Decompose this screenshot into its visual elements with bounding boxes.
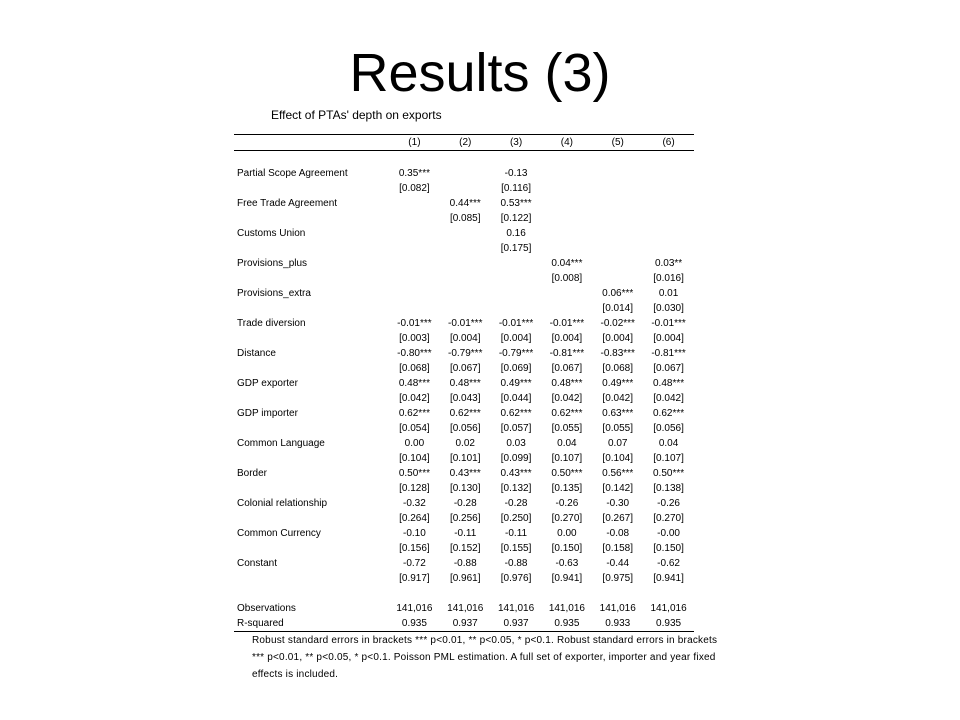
std-error-cell: [0.055] (551, 423, 583, 434)
coefficient-cell (389, 226, 440, 241)
std-error-cell: [0.135] (551, 483, 583, 494)
coefficient-cell: -0.62 (657, 558, 680, 569)
coefficient-cell (592, 226, 643, 241)
coefficient-cell: -0.01*** (651, 318, 686, 329)
coefficient-cell: -0.02*** (600, 318, 635, 329)
coefficient-cell: -0.79*** (498, 348, 534, 359)
std-error-cell: [0.004] (500, 333, 532, 344)
coefficient-cell: 0.44*** (449, 198, 481, 209)
coefficient-cell: -0.81*** (549, 348, 585, 359)
std-error-cell (389, 271, 440, 286)
std-error-cell: [0.128] (399, 483, 430, 494)
note-line: *** p<0.01, ** p<0.05, * p<0.1. Poisson PML estimation. A full set of exporter, importer and year fixed (252, 652, 716, 663)
std-error-cell: [0.014] (602, 303, 634, 314)
note-line: Robust standard errors in brackets *** p<0.01, ** p<0.05, * p<0.1. Robust standard errors in brackets (252, 635, 718, 646)
std-error-cell: [0.104] (602, 453, 634, 464)
std-error-cell: [0.003] (399, 333, 430, 344)
coefficient-cell: 0.49*** (500, 378, 532, 389)
std-error-row (234, 481, 694, 496)
coefficient-cell: -0.01*** (448, 318, 483, 329)
std-error-cell (389, 211, 440, 226)
stat-row (234, 601, 694, 616)
variable-label: Colonial relationship (237, 498, 328, 509)
std-error-cell (541, 301, 592, 316)
std-error-cell: [0.056] (653, 423, 684, 434)
coefficient-cell: 0.62*** (449, 408, 481, 419)
std-error-cell: [0.150] (653, 543, 684, 554)
coefficient-cell: -0.08 (606, 528, 630, 539)
coefficient-row (234, 526, 694, 541)
coefficient-cell (491, 286, 542, 301)
std-error-cell: [0.085] (449, 213, 481, 224)
std-error-cell: [0.138] (653, 483, 684, 494)
coefficient-cell: 0.48*** (398, 378, 430, 389)
std-error-cell: [0.270] (653, 513, 684, 524)
std-error-cell: [0.101] (449, 453, 481, 464)
variable-label: Free Trade Agreement (237, 198, 338, 209)
coefficient-row (234, 466, 694, 481)
std-error-cell: [0.042] (602, 393, 634, 404)
spacer-row (234, 151, 694, 167)
std-error-row (234, 511, 694, 526)
std-error-cell: [0.264] (399, 513, 430, 524)
coefficient-cell: 0.04 (557, 438, 577, 449)
coefficient-cell (643, 226, 694, 241)
coefficient-cell (440, 166, 491, 181)
coefficient-row (234, 556, 694, 571)
variable-label: Distance (237, 348, 276, 359)
stat-value: 0.935 (389, 616, 440, 632)
std-error-cell (592, 271, 643, 286)
std-error-cell: [0.082] (399, 183, 430, 194)
coefficient-cell: 0.06*** (602, 288, 634, 299)
coefficient-cell: -0.11 (505, 528, 528, 539)
coefficient-row (234, 406, 694, 421)
stat-value: 0.937 (491, 616, 542, 632)
std-error-cell: [0.068] (602, 363, 634, 374)
std-error-blank (234, 271, 389, 286)
coefficient-cell: -0.28 (504, 498, 528, 509)
variable-label: Provisions_plus (237, 258, 308, 269)
std-error-cell: [0.142] (602, 483, 634, 494)
coefficient-cell (389, 196, 440, 211)
coefficient-cell: -0.83*** (600, 348, 635, 359)
std-error-cell: [0.158] (602, 543, 634, 554)
std-error-cell (491, 301, 542, 316)
coefficient-cell: -0.81*** (651, 348, 686, 359)
coefficient-cell: -0.88 (453, 558, 477, 569)
spacer-cell (234, 151, 694, 167)
std-error-row (234, 301, 694, 316)
std-error-cell: [0.130] (449, 483, 481, 494)
coefficient-cell: 0.50*** (653, 468, 685, 479)
std-error-cell: [0.150] (551, 543, 583, 554)
column-header: (5) (592, 135, 643, 151)
coefficient-row (234, 256, 694, 271)
std-error-blank (234, 421, 389, 436)
table-notes (252, 632, 732, 683)
coefficient-row (234, 166, 694, 181)
coefficient-cell: 0.53*** (500, 198, 532, 209)
coefficient-cell: 0.00 (404, 438, 425, 449)
coefficient-cell: -0.26 (555, 498, 579, 509)
variable-label: Common Currency (237, 528, 321, 539)
coefficient-cell: -0.10 (403, 528, 426, 539)
coefficient-cell: 0.48*** (449, 378, 481, 389)
stat-value: 0.933 (592, 616, 643, 632)
std-error-cell: [0.067] (653, 363, 684, 374)
column-header: (6) (643, 135, 694, 151)
std-error-blank (234, 241, 389, 256)
std-error-blank (234, 451, 389, 466)
coefficient-cell: -0.00 (657, 528, 680, 539)
column-header: (3) (491, 135, 542, 151)
coefficient-cell: 0.63*** (602, 408, 634, 419)
std-error-cell: [0.155] (500, 543, 532, 554)
stat-value: 141,016 (497, 603, 535, 614)
std-error-blank (234, 211, 389, 226)
table-body (234, 135, 694, 632)
std-error-cell: [0.250] (500, 513, 532, 524)
coefficient-cell: -0.11 (454, 528, 477, 539)
std-error-row (234, 361, 694, 376)
coefficient-cell: 0.62*** (500, 408, 532, 419)
coefficient-cell (592, 256, 643, 271)
coefficient-cell: -0.79*** (448, 348, 483, 359)
coefficient-cell: 0.62*** (551, 408, 583, 419)
std-error-cell: [0.068] (399, 363, 430, 374)
std-error-row (234, 241, 694, 256)
coefficient-cell: -0.63 (555, 558, 579, 569)
coefficient-cell (541, 196, 592, 211)
coefficient-cell: -0.01*** (498, 318, 534, 329)
std-error-cell: [0.042] (551, 393, 583, 404)
variable-label: Trade diversion (237, 318, 306, 329)
column-header: (2) (440, 135, 491, 151)
std-error-cell: [0.267] (602, 513, 634, 524)
coefficient-row (234, 226, 694, 241)
coefficient-cell (440, 256, 491, 271)
table-title: Effect of PTAs' depth on exports (271, 108, 442, 122)
coefficient-row (234, 346, 694, 361)
column-header-row (234, 135, 694, 151)
std-error-cell: [0.256] (449, 513, 481, 524)
coefficient-row (234, 286, 694, 301)
column-header: (1) (389, 135, 440, 151)
std-error-cell (592, 181, 643, 196)
coefficient-cell: -0.01*** (397, 318, 432, 329)
std-error-row (234, 331, 694, 346)
coefficient-cell: 0.16 (506, 228, 526, 239)
coefficient-cell: -0.80*** (397, 348, 432, 359)
coefficient-cell (440, 226, 491, 241)
coefficient-cell: 0.50*** (551, 468, 583, 479)
coefficient-cell: 0.62*** (398, 408, 430, 419)
coefficient-cell (389, 256, 440, 271)
coefficient-cell: 0.04 (658, 438, 679, 449)
std-error-cell: [0.917] (399, 573, 430, 584)
std-error-cell: [0.004] (653, 333, 684, 344)
coefficient-cell: 0.07 (607, 438, 628, 449)
std-error-cell (389, 241, 440, 256)
std-error-cell: [0.042] (653, 393, 684, 404)
std-error-row (234, 181, 694, 196)
coefficient-cell: -0.32 (403, 498, 426, 509)
std-error-blank (234, 481, 389, 496)
std-error-blank (234, 571, 389, 586)
coefficient-cell: -0.30 (606, 498, 630, 509)
coefficient-cell (541, 226, 592, 241)
std-error-blank (234, 361, 389, 376)
std-error-cell: [0.030] (653, 303, 684, 314)
std-error-blank (234, 511, 389, 526)
variable-label: Customs Union (237, 228, 306, 239)
slide-title: Results (3) (349, 43, 611, 103)
std-error-row (234, 571, 694, 586)
std-error-row (234, 391, 694, 406)
variable-label: GDP importer (237, 408, 298, 419)
coefficient-cell (592, 166, 643, 181)
coefficient-row (234, 496, 694, 511)
std-error-cell: [0.107] (653, 453, 684, 464)
std-error-row (234, 211, 694, 226)
std-error-cell (541, 241, 592, 256)
std-error-cell (592, 211, 643, 226)
std-error-cell: [0.152] (449, 543, 481, 554)
std-error-cell (440, 301, 491, 316)
std-error-cell (440, 271, 491, 286)
std-error-blank (234, 391, 389, 406)
std-error-cell: [0.056] (449, 423, 481, 434)
coefficient-cell: 0.49*** (602, 378, 634, 389)
coefficient-cell: 0.50*** (398, 468, 430, 479)
regression-table (234, 134, 694, 632)
std-error-cell (440, 181, 491, 196)
std-error-row (234, 541, 694, 556)
std-error-cell: [0.941] (551, 573, 583, 584)
header-blank-cell (234, 135, 389, 151)
std-error-row (234, 451, 694, 466)
std-error-cell (592, 241, 643, 256)
std-error-cell: [0.270] (551, 513, 583, 524)
std-error-cell (389, 301, 440, 316)
stat-label: R-squared (234, 616, 389, 632)
std-error-cell: [0.961] (449, 573, 481, 584)
stat-value: 141,016 (599, 603, 636, 614)
variable-label: Partial Scope Agreement (237, 168, 348, 179)
coefficient-cell: 0.35*** (398, 168, 430, 179)
coefficient-cell: -0.72 (403, 558, 426, 569)
coefficient-row (234, 316, 694, 331)
coefficient-cell (541, 286, 592, 301)
variable-label: Provisions_extra (237, 288, 311, 299)
coefficient-cell: 0.04*** (551, 258, 583, 269)
std-error-cell: [0.044] (500, 393, 532, 404)
stat-label: Observations (237, 603, 296, 614)
coefficient-cell: -0.01*** (549, 318, 585, 329)
std-error-cell: [0.069] (500, 363, 532, 374)
std-error-cell: [0.067] (449, 363, 481, 374)
coefficient-cell: 0.03 (506, 438, 526, 449)
std-error-cell (643, 211, 694, 226)
std-error-cell: [0.054] (399, 423, 430, 434)
column-header: (4) (541, 135, 592, 151)
stat-row (234, 616, 694, 632)
variable-label: Border (237, 468, 268, 479)
coefficient-cell: 0.48*** (653, 378, 685, 389)
coefficient-cell: 0.43*** (449, 468, 481, 479)
std-error-cell: [0.004] (602, 333, 634, 344)
std-error-cell: [0.104] (399, 453, 430, 464)
std-error-cell: [0.941] (653, 573, 684, 584)
coefficient-row (234, 436, 694, 451)
coefficient-cell (541, 166, 592, 181)
std-error-cell: [0.175] (500, 243, 532, 254)
std-error-cell: [0.057] (500, 423, 532, 434)
std-error-cell: [0.042] (399, 393, 430, 404)
coefficient-cell: 0.48*** (551, 378, 583, 389)
spacer-row (234, 586, 694, 601)
std-error-cell: [0.107] (551, 453, 583, 464)
coefficient-cell: -0.26 (657, 498, 680, 509)
coefficient-cell: 0.01 (658, 288, 679, 299)
std-error-cell: [0.156] (399, 543, 430, 554)
coefficient-cell (389, 286, 440, 301)
std-error-blank (234, 331, 389, 346)
std-error-blank (234, 541, 389, 556)
coefficient-cell (491, 256, 542, 271)
std-error-cell (440, 241, 491, 256)
coefficient-cell: 0.03** (654, 258, 683, 269)
std-error-cell: [0.055] (602, 423, 634, 434)
stat-value: 141,016 (447, 603, 484, 614)
std-error-row (234, 271, 694, 286)
std-error-cell: [0.043] (449, 393, 481, 404)
stat-value: 0.935 (541, 616, 592, 632)
std-error-blank (234, 301, 389, 316)
std-error-cell: [0.976] (500, 573, 532, 584)
coefficient-cell: 0.00 (557, 528, 577, 539)
std-error-cell: [0.975] (602, 573, 634, 584)
coefficient-cell: 0.02 (455, 438, 475, 449)
std-error-row (234, 421, 694, 436)
stat-value: 0.937 (440, 616, 491, 632)
std-error-cell: [0.122] (500, 213, 532, 224)
coefficient-cell: -0.13 (504, 168, 528, 179)
stat-value: 141,016 (548, 603, 585, 614)
variable-label: GDP exporter (237, 378, 298, 389)
std-error-cell: [0.116] (501, 183, 531, 194)
coefficient-cell (440, 286, 491, 301)
std-error-cell: [0.004] (449, 333, 481, 344)
std-error-cell: [0.132] (500, 483, 532, 494)
std-error-cell: [0.004] (551, 333, 583, 344)
coefficient-cell: -0.28 (453, 498, 477, 509)
stat-value: 141,016 (396, 603, 433, 614)
coefficient-cell: -0.88 (504, 558, 528, 569)
coefficient-cell: -0.44 (606, 558, 630, 569)
coefficient-cell: 0.43*** (500, 468, 532, 479)
std-error-cell: [0.099] (500, 453, 532, 464)
std-error-cell (491, 271, 542, 286)
coefficient-cell: 0.62*** (653, 408, 685, 419)
std-error-cell (541, 181, 592, 196)
stat-value: 141,016 (650, 603, 687, 614)
coefficient-cell (592, 196, 643, 211)
note-line: effects is included. (252, 669, 339, 680)
std-error-blank (234, 181, 389, 196)
variable-label: Common Language (237, 438, 325, 449)
std-error-cell: [0.008] (551, 273, 583, 284)
coefficient-row (234, 196, 694, 211)
std-error-cell (643, 181, 694, 196)
stat-value: 0.935 (643, 616, 694, 632)
coefficient-cell (643, 196, 694, 211)
std-error-cell: [0.067] (551, 363, 583, 374)
variable-label: Constant (237, 558, 278, 569)
std-error-cell: [0.016] (653, 273, 684, 284)
coefficient-cell (643, 166, 694, 181)
std-error-cell (643, 241, 694, 256)
coefficient-row (234, 376, 694, 391)
coefficient-cell: 0.56*** (602, 468, 634, 479)
spacer-cell (234, 586, 694, 601)
std-error-cell (541, 211, 592, 226)
